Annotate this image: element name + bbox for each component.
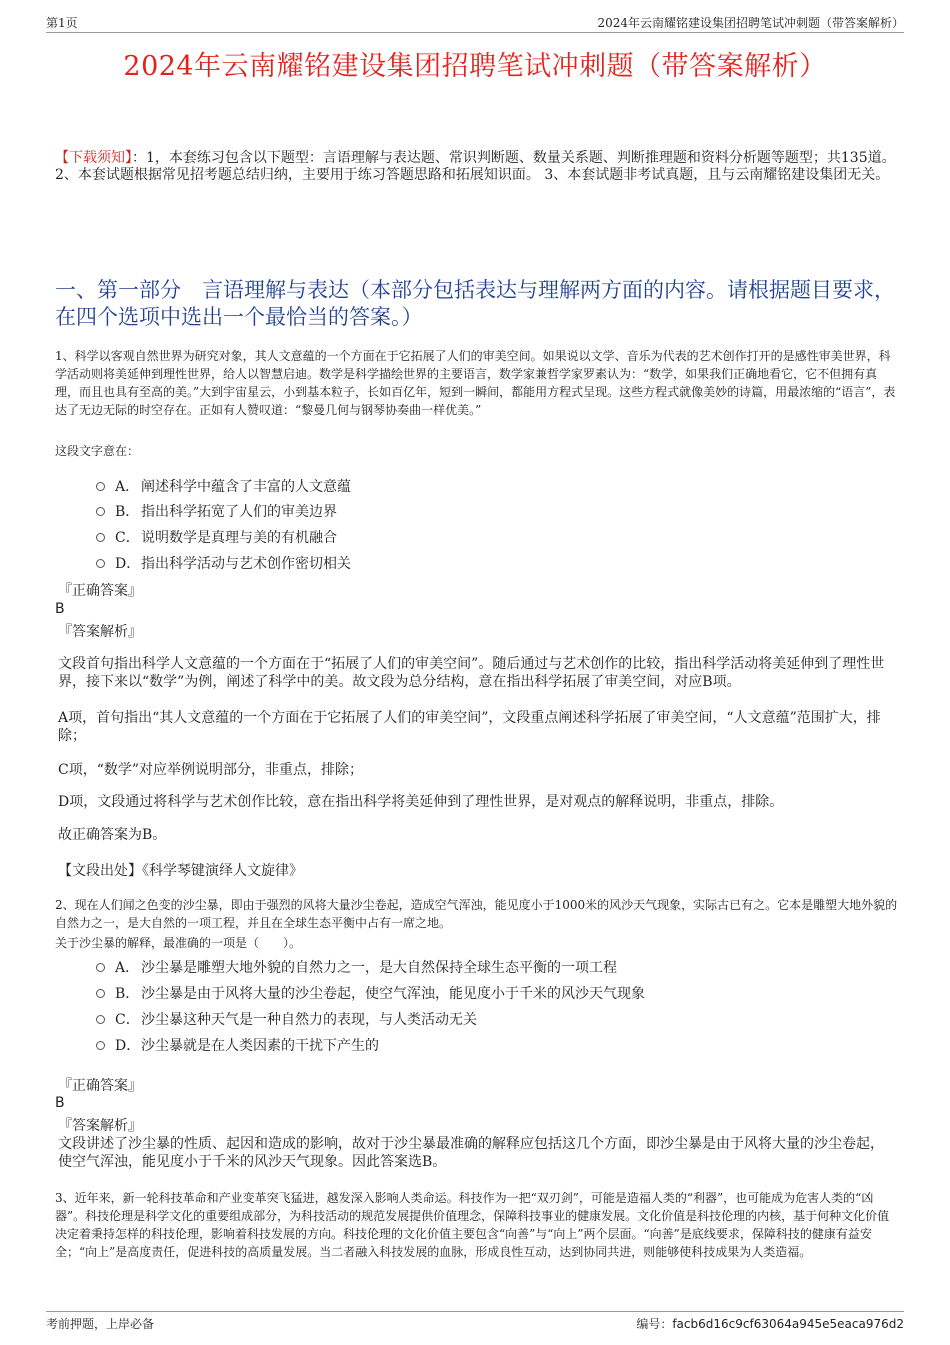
q1-analysis-para: C项，“数学”对应举例说明部分，非重点，排除； [58,762,364,778]
q1-answer-label: 『正确答案』 [58,583,142,599]
page-title: 2024年云南耀铭建设集团招聘笔试冲刺题（带答案解析） [123,51,827,82]
q2-prompt: 关于沙尘暴的解释，最准确的一项是（ ）。 [55,936,302,950]
q1-option-d[interactable]: D．指出科学活动与艺术创作密切相关 [96,555,351,573]
page-header [46,14,904,33]
q1-analysis-para: A项，首句指出“其人文意蕴的一个方面在于它拓展了人们的审美空间”，文段重点阐述科学拓展了审美空间，“人文意蕴”范围扩大，排除； [58,710,881,744]
notice-text: ：1，本套练习包含以下题型：言语理解与表达题、常识判断题、数量关系题、判断推理题和资料分析题等题型；共135道。 2、本套试题根据常见招考题总结归纳，主要用于练习答题思路和拓展知识面。 3、本套试题非考试真题，且与云南耀铭建设集团无关。 [55,150,896,183]
q2-option-b[interactable]: B． 沙尘暴是由于风将大量的沙尘卷起，使空气浑浊，能见度小于千米的风沙天气现象 [96,985,645,1003]
q3-stem: 3、近年来，新一轮科技革命和产业变革突飞猛进，越发深入影响人类命运。科技作为一把“双刃剑”，可能是造福人类的“利器”，也可能成为危害人类的“凶器”。科技伦理是科学文化的重要组成部分，为科技活动的规范发展提供价值理念，保障科技事业的健康发展。文化价值是科技伦理的内核，基于何种文化价值决定着秉持怎样的科技伦理，影响着科技发展的方向。科技伦理的文化价值主要包含“向善”与“向上”两个层面。“向善”是底线要求，保障科技的健康有益安全；“向上”是高度责任，促进科技的高质量发展。当二者融入科技发展的血脉，形成良性互动，达到协同共进，则能够使科技成果为人类造福。 [55,1191,890,1259]
q1-analysis-para: 故正确答案为B。 [58,827,167,843]
q2-option-d[interactable]: D．沙尘暴就是在人类因素的干扰下产生的 [96,1037,379,1055]
radio-icon[interactable] [96,507,105,516]
q2-option-c[interactable]: C．沙尘暴这种天气是一种自然力的表现，与人类活动无关 [96,1011,477,1029]
q1-option-c[interactable]: C．说明数学是真理与美的有机融合 [96,529,337,547]
page-number: 第1页 [46,16,78,30]
q1-analysis-para: 文段首句指出科学人文意蕴的一个方面在于“拓展了人们的审美空间”。随后通过与艺术创作的比较，指出科学活动将美延伸到了理性世界，接下来以“数学”为例，阐述了科学中的美。故文段为总分结构，意在指出科学拓展了审美空间，对应B项。 [58,656,885,690]
q2-answer: B [55,1095,65,1111]
q1-analysis-para: D项，文段通过将科学与艺术创作比较，意在指出科学将美延伸到了理性世界，是对观点的解释说明，非重点，排除。 [58,794,784,810]
footer-slogan: 考前押题，上岸必备 [46,1317,155,1331]
download-notice [55,150,900,184]
q1-option-a[interactable]: A． 阐述科学中蕴含了丰富的人文意蕴 [96,478,351,496]
header-doc-title: 2024年云南耀铭建设集团招聘笔试冲刺题（带答案解析） [597,16,904,30]
notice-tag: 【下载须知】 [55,150,132,166]
q1-option-b[interactable]: B． 指出科学拓宽了人们的审美边界 [96,503,337,521]
q1-stem: 1、科学以客观自然世界为研究对象，其人文意蕴的一个方面在于它拓展了人们的审美空间。如果说以文学、音乐为代表的艺术创作打开的是感性审美世界，科学活动则将美延伸到理性世界，给人以智慧启迪。数学是科学描绘世界的主要语言，数学家兼哲学家罗素认为：“数学，如果我们正确地看它，它不但拥有真理，而且也具有至高的美。”大到宇宙星云，小到基本粒子，长如百亿年，短到一瞬间，都能用方程式呈现。这些方程式就像美妙的诗篇，用最浓缩的“语言”，表达了无边无际的时空存在。正如有人赞叹道：“黎曼几何与钢琴协奏曲一样优美。” [55,349,896,417]
q2-analysis: 文段讲述了沙尘暴的性质、起因和造成的影响，故对于沙尘暴最准确的解释应包括这几个方面，即沙尘暴是由于风将大量的沙尘卷起，使空气浑浊，能见度小于千米的风沙天气现象。因此答案选B。 [58,1136,884,1170]
footer-code: 编号：facb6d16c9cf63064a945e5eaca976d2 [636,1317,904,1331]
q2-option-a[interactable]: A． 沙尘暴是雕塑大地外貌的自然力之一，是大自然保持全球生态平衡的一项工程 [96,959,617,977]
radio-icon[interactable] [96,1015,105,1024]
radio-icon[interactable] [96,963,105,972]
q1-prompt: 这段文字意在： [55,444,140,458]
radio-icon[interactable] [96,482,105,491]
q2-answer-label: 『正确答案』 [58,1078,142,1094]
radio-icon[interactable] [96,559,105,568]
q1-analysis-label: 『答案解析』 [58,624,142,640]
page-footer [46,1311,904,1333]
section-heading: 一、第一部分 言语理解与表达（本部分包括表达与理解两方面的内容。请根据题目要求，在四个选项中选出一个最恰当的答案。） [55,278,895,329]
q1-source: 【文段出处】《科学琴键演绎人文旋律》 [58,863,303,879]
radio-icon[interactable] [96,989,105,998]
radio-icon[interactable] [96,533,105,542]
q1-answer: B [55,601,65,617]
q2-stem: 2、现在人们闻之色变的沙尘暴，即由于强烈的风将大量沙尘卷起，造成空气浑浊，能见度小于1000米的风沙天气现象，实际古已有之。它本是雕塑大地外貌的自然力之一，是大自然的一项工程，并且在全球生态平衡中占有一席之地。 [55,898,898,930]
q2-analysis-label: 『答案解析』 [58,1118,142,1134]
radio-icon[interactable] [96,1041,105,1050]
